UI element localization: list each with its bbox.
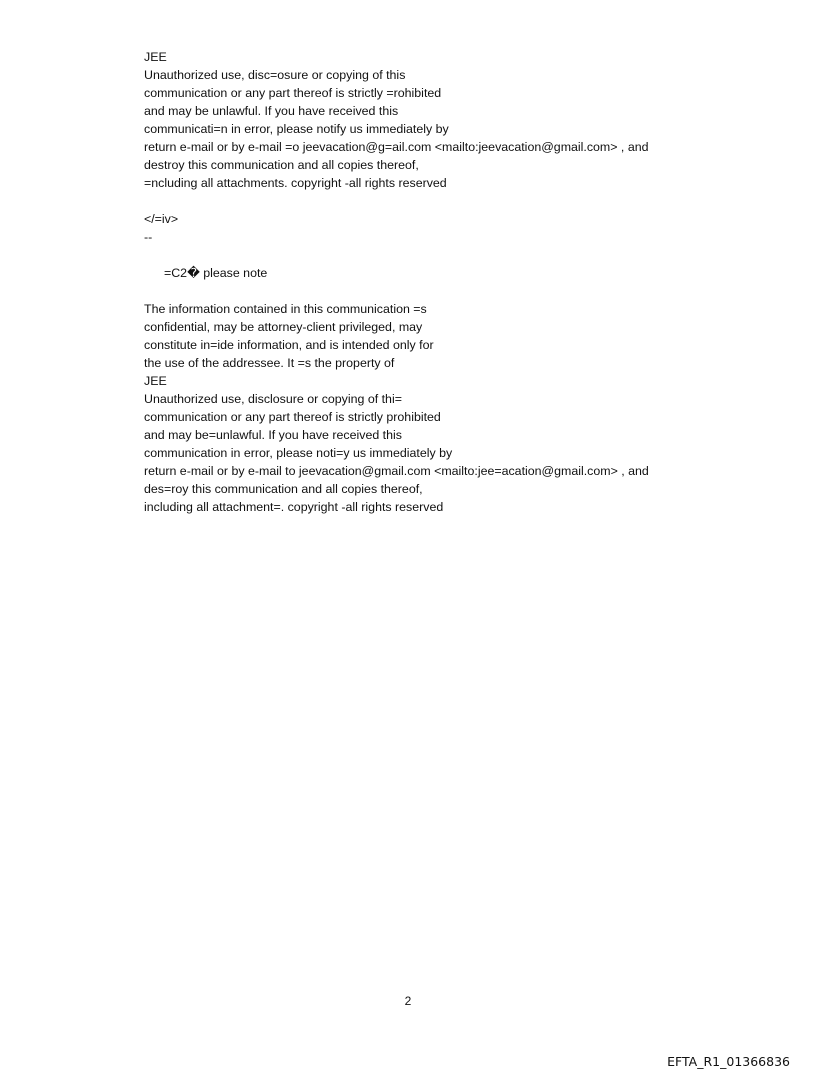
text-line: communicati=n in error, please notify us immediately by bbox=[144, 122, 449, 136]
blank-line bbox=[144, 282, 744, 300]
text-line: return e-mail or by e-mail =o jeevacation@g=ail.com <mailto:jeevacation@gmail.com> , and bbox=[144, 140, 649, 154]
text-line: The information contained in this communication =s bbox=[144, 302, 427, 316]
blank-line bbox=[144, 246, 744, 264]
document-body bbox=[144, 48, 744, 516]
text-line: des=roy this communication and all copies thereof, bbox=[144, 482, 423, 496]
text-line: the use of the addressee. It =s the property of bbox=[144, 356, 395, 370]
text-line: =ncluding all attachments. copyright -all rights reserved bbox=[144, 176, 447, 190]
text-line: destroy this communication and all copies thereof, bbox=[144, 158, 419, 172]
disclaimer-section-1 bbox=[144, 48, 744, 192]
page-number: 2 bbox=[404, 994, 412, 1008]
text-line: including all attachment=. copyright -all rights reserved bbox=[144, 500, 444, 514]
separator-line: -- bbox=[144, 230, 153, 244]
text-line: communication or any part thereof is strictly prohibited bbox=[144, 410, 441, 424]
blank-line bbox=[144, 192, 744, 210]
text-line: Unauthorized use, disclosure or copying of thi= bbox=[144, 392, 402, 406]
text-line: constitute in=ide information, and is intended only for bbox=[144, 338, 434, 352]
closing-tag-line: </=iv> bbox=[144, 212, 179, 226]
text-line: and may be unlawful. If you have received this bbox=[144, 104, 399, 118]
text-line: communication or any part thereof is strictly =rohibited bbox=[144, 86, 442, 100]
text-line: and may be=unlawful. If you have received this bbox=[144, 428, 402, 442]
document-id: EFTA_R1_01366836 bbox=[667, 1054, 790, 1069]
text-line: JEE bbox=[144, 374, 167, 388]
text-line: JEE bbox=[144, 50, 167, 64]
disclaimer-section-2 bbox=[144, 300, 744, 516]
text-line: return e-mail or by e-mail to jeevacation@gmail.com <mailto:jee=acation@gmail.com> , and bbox=[144, 464, 649, 478]
text-line: confidential, may be attorney-client privileged, may bbox=[144, 320, 423, 334]
note-line: =C2� please note bbox=[164, 266, 268, 280]
text-line: Unauthorized use, disc=osure or copying of this bbox=[144, 68, 406, 82]
text-line: communication in error, please noti=y us immediately by bbox=[144, 446, 453, 460]
